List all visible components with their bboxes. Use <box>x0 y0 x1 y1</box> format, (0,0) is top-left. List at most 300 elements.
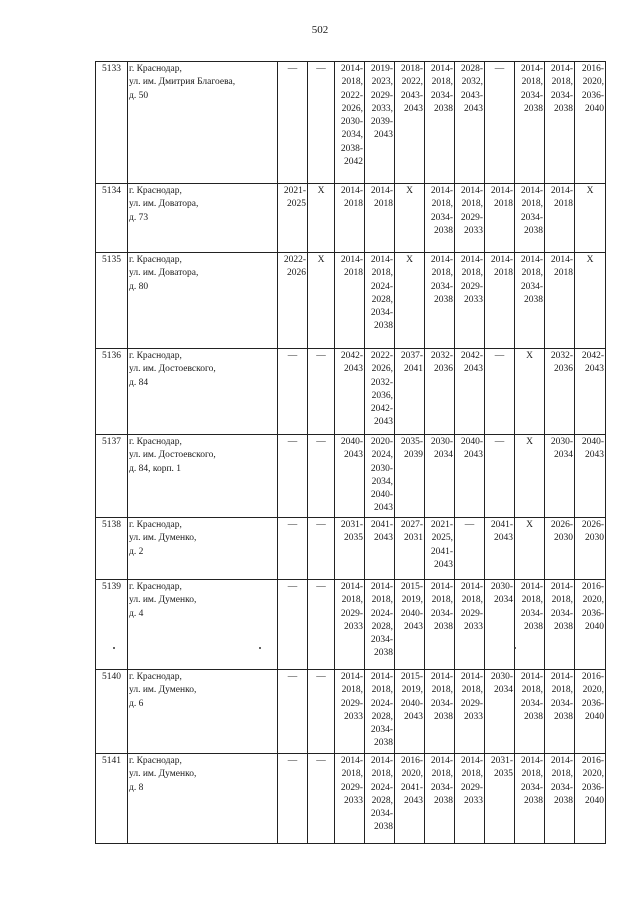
term-cell <box>545 435 575 518</box>
term-line: 2042 <box>344 157 363 168</box>
term-line: 2043 <box>404 795 423 806</box>
term-line: 2014- <box>370 255 393 265</box>
term-cell <box>365 518 395 580</box>
term-line: 2030- <box>340 117 363 128</box>
term-line: 2015- <box>400 672 423 682</box>
row-number-cell: 5136 <box>96 349 128 435</box>
term-line: 2016- <box>581 64 604 74</box>
term-line: 2038 <box>374 738 393 749</box>
term-line: 2042- <box>581 351 604 361</box>
address-line: д. 8 <box>129 782 144 793</box>
term-line: 2040 <box>585 103 604 114</box>
term-line: 2014- <box>340 582 363 592</box>
row-number-cell: 5134 <box>96 184 128 253</box>
term-line: 2034- <box>370 308 393 319</box>
address-line: ул. им. Думенко, <box>129 533 197 544</box>
term-line: 2043 <box>374 533 393 544</box>
term-line: 2034 <box>554 450 573 461</box>
term-line: 2018, <box>431 268 453 279</box>
term-cell <box>515 518 545 580</box>
term-line: 2018, <box>461 685 483 696</box>
term-line: 2043 <box>464 450 483 461</box>
term-cell <box>515 184 545 253</box>
term-line: 2043 <box>374 417 393 428</box>
term-line: 2031- <box>340 520 363 530</box>
term-line: 2034- <box>370 635 393 646</box>
table-row <box>96 62 606 184</box>
address-line: г. Краснодар, <box>129 582 182 592</box>
term-line: 2020- <box>370 437 393 447</box>
term-line: 2014- <box>430 64 453 74</box>
term-line: 2040 <box>585 795 604 806</box>
term-line: 2018, <box>551 769 573 780</box>
term-line: 2014- <box>550 672 573 682</box>
address-line: г. Краснодар, <box>129 64 182 74</box>
term-cell <box>455 435 485 518</box>
term-line: 2029- <box>460 281 483 292</box>
term-line: 2029- <box>460 212 483 223</box>
term-line: 2018, <box>461 769 483 780</box>
term-line: 2038 <box>524 795 543 806</box>
term-line: 2029- <box>340 782 363 793</box>
term-cell <box>278 253 308 349</box>
term-line: 2034- <box>430 281 453 292</box>
term-line: 2024- <box>370 608 393 619</box>
term-line: 2018 <box>554 199 573 210</box>
term-line: 2034- <box>520 212 543 223</box>
term-cell <box>455 62 485 184</box>
term-line: 2040- <box>400 608 423 619</box>
term-line: 2040 <box>585 711 604 722</box>
term-line: — <box>494 351 505 361</box>
term-cell <box>278 184 308 253</box>
term-line: 2018, <box>341 685 363 696</box>
term-line: 2019, <box>401 595 423 606</box>
term-cell <box>545 184 575 253</box>
term-line: 2028- <box>460 64 483 74</box>
row-number-cell: 5139 <box>96 580 128 670</box>
address-line: г. Краснодар, <box>129 756 182 766</box>
term-line: 2034, <box>371 476 393 487</box>
term-cell <box>365 435 395 518</box>
term-line: 2014- <box>520 64 543 74</box>
term-line: 2018, <box>521 77 543 88</box>
term-cell <box>335 349 365 435</box>
row-number-cell: 5138 <box>96 518 128 580</box>
row-number-cell: 5140 <box>96 670 128 754</box>
address-line: г. Краснодар, <box>129 520 182 530</box>
term-cell <box>335 435 365 518</box>
term-line: 2020, <box>582 77 604 88</box>
term-line: 2037- <box>400 351 423 361</box>
term-cell <box>425 518 455 580</box>
table-row <box>96 253 606 349</box>
term-line: 2030- <box>490 582 513 592</box>
term-line: 2014- <box>490 255 513 265</box>
term-line: 2025, <box>431 533 453 544</box>
term-line: 2030- <box>370 463 393 474</box>
term-cell <box>395 349 425 435</box>
term-cell <box>395 184 425 253</box>
term-line: 2034- <box>370 809 393 820</box>
term-line: — <box>494 64 505 74</box>
term-line: 2041- <box>370 520 393 530</box>
term-line: 2014- <box>340 186 363 196</box>
scan-artifact <box>259 647 261 649</box>
term-line: 2016- <box>400 756 423 766</box>
term-cell <box>575 580 606 670</box>
term-line: 2034 <box>494 685 513 696</box>
term-line: 2029- <box>460 698 483 709</box>
term-line: 2016- <box>581 672 604 682</box>
term-line: — <box>464 520 475 530</box>
term-cell <box>545 670 575 754</box>
term-cell <box>335 670 365 754</box>
term-line: 2034- <box>520 782 543 793</box>
term-line: 2024- <box>370 782 393 793</box>
term-line: 2040- <box>460 437 483 447</box>
term-line: 2029- <box>370 90 393 101</box>
term-cell <box>335 184 365 253</box>
term-line: 2043 <box>344 364 363 375</box>
term-line: 2033 <box>464 795 483 806</box>
term-line: 2018, <box>431 769 453 780</box>
address-line: ул. им. Доватора, <box>129 199 199 210</box>
address-cell <box>128 670 278 754</box>
term-line: 2014- <box>550 186 573 196</box>
term-cell <box>455 754 485 844</box>
term-line: 2014- <box>370 186 393 196</box>
term-cell <box>545 349 575 435</box>
term-cell <box>278 435 308 518</box>
term-line: 2034- <box>430 698 453 709</box>
term-line: 2032- <box>430 351 453 361</box>
address-line: ул. им. Думенко, <box>129 685 197 696</box>
term-line: 2018, <box>341 77 363 88</box>
term-line: 2040 <box>585 621 604 632</box>
term-line: 2020, <box>582 685 604 696</box>
address-cell <box>128 580 278 670</box>
term-line: 2038 <box>554 795 573 806</box>
term-cell <box>485 349 515 435</box>
term-line: 2031- <box>490 756 513 766</box>
term-cell <box>515 349 545 435</box>
term-line: 2018 <box>494 199 513 210</box>
term-line: 2024- <box>370 698 393 709</box>
term-line: 2038 <box>554 103 573 114</box>
term-cell <box>515 62 545 184</box>
term-line: 2029- <box>340 698 363 709</box>
term-line: 2026- <box>550 520 573 530</box>
term-line: 2038 <box>554 621 573 632</box>
term-line: 2034- <box>430 90 453 101</box>
term-cell <box>335 580 365 670</box>
term-line: 2016- <box>581 756 604 766</box>
term-line: 2036 <box>434 364 453 375</box>
term-line: 2030- <box>490 672 513 682</box>
term-line: 2014- <box>550 756 573 766</box>
term-line: 2026, <box>371 364 393 375</box>
term-line: 2039 <box>404 450 423 461</box>
term-line: 2034- <box>520 698 543 709</box>
term-cell <box>455 253 485 349</box>
term-cell <box>365 184 395 253</box>
term-cell <box>395 62 425 184</box>
term-line: 2034- <box>550 90 573 101</box>
scan-artifact <box>514 647 516 649</box>
term-line: 2038 <box>554 711 573 722</box>
term-line: — <box>287 672 298 682</box>
term-cell <box>575 754 606 844</box>
table-row <box>96 670 606 754</box>
term-line: — <box>287 756 298 766</box>
term-cell <box>365 253 395 349</box>
term-line: 2020, <box>582 769 604 780</box>
term-line: — <box>494 437 505 447</box>
term-line: 2014- <box>490 186 513 196</box>
term-cell <box>545 253 575 349</box>
term-cell <box>365 580 395 670</box>
term-line: 2038 <box>434 294 453 305</box>
term-line: 2038 <box>434 225 453 236</box>
term-line: 2034- <box>430 212 453 223</box>
term-cell <box>575 62 606 184</box>
term-line: 2038 <box>434 711 453 722</box>
term-line: 2018, <box>461 595 483 606</box>
term-line: 2014- <box>460 582 483 592</box>
term-line: 2043- <box>400 90 423 101</box>
term-cell <box>335 518 365 580</box>
page-number: 502 <box>311 24 329 36</box>
term-cell <box>575 349 606 435</box>
address-line: д. 50 <box>129 90 149 101</box>
term-line: 2036- <box>581 698 604 709</box>
term-cell <box>485 754 515 844</box>
term-line: 2014- <box>340 64 363 74</box>
term-line: 2028, <box>371 795 393 806</box>
term-line: 2014- <box>550 582 573 592</box>
term-line: — <box>316 437 326 447</box>
term-line: 2043- <box>460 90 483 101</box>
term-line: 2034 <box>434 450 453 461</box>
term-line: 2025 <box>287 199 306 210</box>
term-line: 2038 <box>524 294 543 305</box>
term-line: 2022- <box>340 90 363 101</box>
address-line: д. 6 <box>129 698 144 709</box>
address-line: ул. им. Думенко, <box>129 595 197 606</box>
term-line: 2040- <box>581 437 604 447</box>
term-line: 2024, <box>371 450 393 461</box>
term-cell <box>365 670 395 754</box>
table-body <box>96 62 606 844</box>
term-line: 2014- <box>430 672 453 682</box>
term-cell <box>515 435 545 518</box>
term-line: 2043 <box>344 450 363 461</box>
term-line: 2018, <box>371 685 393 696</box>
term-line: 2021- <box>283 186 306 196</box>
term-line: 2014- <box>460 672 483 682</box>
address-cell <box>128 62 278 184</box>
term-line: — <box>287 351 298 361</box>
term-cell <box>575 184 606 253</box>
term-line: X <box>406 255 413 265</box>
term-line: 2034- <box>430 782 453 793</box>
term-line: — <box>316 582 326 592</box>
term-line: 2018 <box>374 199 393 210</box>
term-line: 2027- <box>400 520 423 530</box>
term-line: X <box>317 255 325 265</box>
term-cell <box>308 670 335 754</box>
term-line: 2043 <box>585 450 604 461</box>
term-line: 2014- <box>370 672 393 682</box>
address-cell <box>128 253 278 349</box>
term-line: — <box>287 64 298 74</box>
term-line: 2038 <box>434 795 453 806</box>
term-line: 2033 <box>464 225 483 236</box>
term-line: 2018, <box>431 685 453 696</box>
term-line: 2043 <box>464 364 483 375</box>
term-line: 2018, <box>431 199 453 210</box>
term-line: 2032- <box>550 351 573 361</box>
address-line: д. 84, корп. 1 <box>129 463 182 474</box>
term-line: 2034- <box>520 90 543 101</box>
term-line: X <box>586 255 594 265</box>
term-cell <box>278 754 308 844</box>
term-line: 2038 <box>524 711 543 722</box>
term-line: 2032, <box>461 77 483 88</box>
term-line: 2035 <box>344 533 363 544</box>
term-line: 2038 <box>524 225 543 236</box>
term-cell <box>278 349 308 435</box>
term-cell <box>425 62 455 184</box>
table-row <box>96 435 606 518</box>
term-line: 2034- <box>430 608 453 619</box>
address-cell <box>128 184 278 253</box>
term-line: 2033 <box>344 711 363 722</box>
term-line: — <box>287 520 298 530</box>
term-line: X <box>406 186 413 196</box>
term-line: 2030- <box>430 437 453 447</box>
term-line: X <box>526 520 533 530</box>
term-cell <box>365 349 395 435</box>
address-line: д. 4 <box>129 608 144 619</box>
term-line: 2024- <box>370 281 393 292</box>
term-line: 2018 <box>494 268 513 279</box>
term-line: 2043 <box>494 533 513 544</box>
term-line: 2034 <box>494 595 513 606</box>
term-line: 2018, <box>371 769 393 780</box>
address-line: г. Краснодар, <box>129 672 182 682</box>
term-line: 2014- <box>340 255 363 265</box>
term-line: 2014- <box>370 756 393 766</box>
term-line: 2014- <box>430 186 453 196</box>
term-line: 2018, <box>551 77 573 88</box>
term-cell <box>545 580 575 670</box>
term-cell <box>455 518 485 580</box>
term-line: 2034- <box>550 782 573 793</box>
term-line: 2026, <box>341 103 363 114</box>
term-line: 2038 <box>374 822 393 833</box>
term-line: 2036- <box>581 782 604 793</box>
term-line: 2019- <box>370 64 393 74</box>
term-line: 2038 <box>434 103 453 114</box>
term-line: 2036- <box>581 608 604 619</box>
term-line: 2033, <box>371 103 393 114</box>
term-cell <box>365 754 395 844</box>
term-cell <box>395 253 425 349</box>
term-line: 2018, <box>521 268 543 279</box>
term-line: 2018, <box>521 769 543 780</box>
term-line: 2014- <box>460 756 483 766</box>
term-line: — <box>316 351 326 361</box>
term-line: — <box>316 756 326 766</box>
term-line: 2014- <box>520 582 543 592</box>
term-line: — <box>287 582 298 592</box>
term-line: 2029- <box>340 608 363 619</box>
term-line: 2018, <box>371 268 393 279</box>
term-cell <box>278 580 308 670</box>
term-line: 2014- <box>430 756 453 766</box>
term-line: X <box>317 186 325 196</box>
term-cell <box>308 580 335 670</box>
term-line: 2018, <box>521 199 543 210</box>
term-cell <box>485 435 515 518</box>
term-line: — <box>316 64 326 74</box>
address-line: д. 73 <box>129 212 149 223</box>
term-line: 2040- <box>400 698 423 709</box>
term-cell <box>545 754 575 844</box>
scan-artifact <box>113 647 115 649</box>
address-line: ул. им. Доватора, <box>129 268 199 279</box>
term-line: 2018, <box>551 685 573 696</box>
term-cell <box>335 754 365 844</box>
term-cell <box>545 62 575 184</box>
term-line: 2014- <box>520 672 543 682</box>
term-line: 2029- <box>460 782 483 793</box>
term-cell <box>485 518 515 580</box>
term-line: 2033 <box>344 795 363 806</box>
term-cell <box>515 754 545 844</box>
term-cell <box>485 580 515 670</box>
term-line: 2036- <box>581 90 604 101</box>
term-line: 2034, <box>341 130 363 141</box>
term-line: 2041- <box>430 546 453 557</box>
term-line: 2043 <box>434 559 453 570</box>
row-number-cell: 5133 <box>96 62 128 184</box>
term-cell <box>485 62 515 184</box>
term-line: 2040- <box>340 437 363 447</box>
term-line: 2038 <box>524 621 543 632</box>
term-cell <box>545 518 575 580</box>
term-line: 2033 <box>464 621 483 632</box>
term-cell <box>455 670 485 754</box>
term-line: 2039- <box>370 117 393 128</box>
address-line: ул. им. Достоевского, <box>129 450 216 461</box>
term-line: 2020, <box>582 595 604 606</box>
term-line: 2028, <box>371 711 393 722</box>
term-line: 2034- <box>520 281 543 292</box>
term-line: 2034- <box>550 608 573 619</box>
term-cell <box>395 518 425 580</box>
term-cell <box>455 184 485 253</box>
term-line: 2018, <box>521 685 543 696</box>
address-cell <box>128 435 278 518</box>
term-line: 2014- <box>550 255 573 265</box>
term-line: 2018, <box>521 595 543 606</box>
term-line: 2043 <box>404 103 423 114</box>
term-line: 2018, <box>461 199 483 210</box>
term-line: 2036, <box>371 390 393 401</box>
